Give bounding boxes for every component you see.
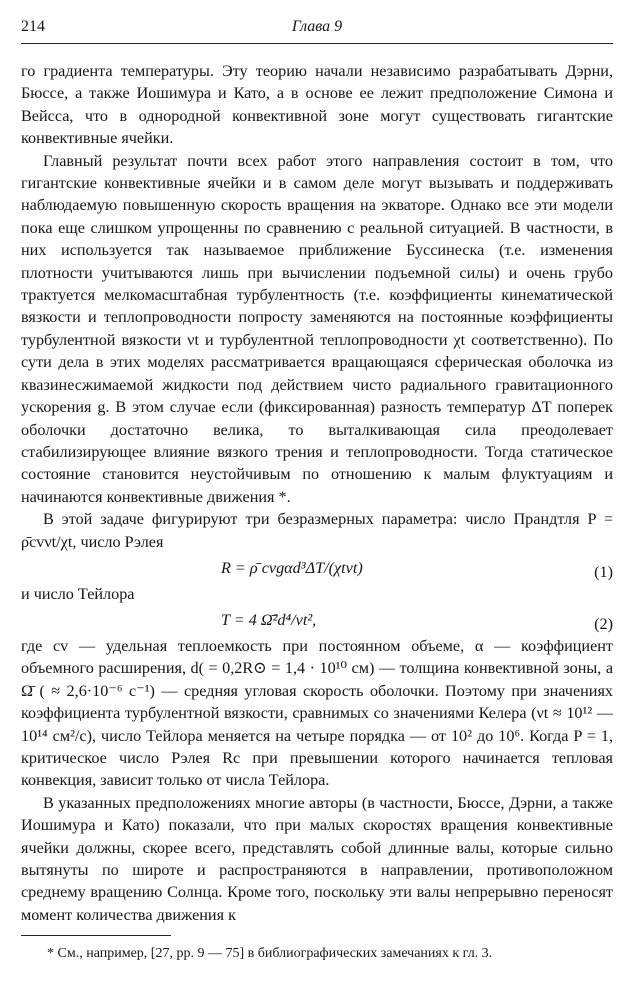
running-header — [21, 18, 613, 38]
main-text — [21, 60, 613, 926]
page-number: 214 — [21, 18, 45, 35]
taylor-label: и число Тейлора — [21, 584, 135, 603]
equation-1-text: R = ρ̄ cvgαd³ΔT/(χtνt) — [221, 558, 363, 577]
paragraph-1: го градиента температуры. Эту теорию начали независимо разрабатывать Дэрни, Бюссе, а также Иошимура и Като, а в основе ее лежит предположение Симона и Вейсса, что в однородной конвективной зоне могут существовать гигантские конвективные ячейки. — [21, 62, 613, 148]
equation-1-number: (1) — [594, 562, 613, 581]
footnote: * См., например, [27, pp. 9 — 75] в библиографических замечаниях к гл. 3. — [47, 946, 493, 961]
equation-2-number: (2) — [594, 614, 613, 633]
paragraph-2: Главный результат почти всех работ этого направления состоит в том, что гигантские конвективные ячейки и в самом деле могут вызывать и поддерживать наблюдаемую повышенную скорость вращения на экваторе. Однако все эти модели пока еще слишком упрощенны по сравнению с реальной ситуацией. В частности, в них используется так называемое приближение Буссинеска (т.е. изменения плотности учитываются лишь при вычислении подъемной силы) и очень грубо трактуется мелкомасштабная турбулентность (т.е. коэффициенты кинематической вязкости и теплопроводности попросту заменяются на постоянные коэффициенты турбулентной вязкости νt и турбулентной теплопроводности χt соответственно). По сути дела в этих моделях рассматривается вращающаяся сферическая оболочка из квазинесжимаемой жидкости под действием чисто радиального гравитационного ускорения g. В этом случае если (фиксированная) разность температур ΔT поперек оболочки достаточно велика, то выталкивающая сила преодолевает стабилизирующее влияние вязкого трения и теплопроводности. Тогда статическое состояние становится неустойчивым по отношению к малым флуктуациям и начинаются конвективные движения *. — [21, 151, 613, 506]
equation-2-text: T = 4 Ω̄²d⁴/νt², — [221, 610, 317, 629]
paragraph-5: В указанных предположениях многие авторы (в частности, Бюссе, Дэрни, а также Иошимура и Като) показали, что при малых скоростях вращения конвективные ячейки должны, скорее всего, представлять собой длинные валы, которые сильно вытянуты по широте и распространяются в направлении, противоположном среднему вращению Солнца. Кроме того, поскольку эти валы непрерывно переносят момент количества движения к — [21, 793, 613, 924]
paragraph-4: где cv — удельная теплоемкость при постоянном объеме, α — коэффициент объемного расширения, d( = 0,2R⊙ = 1,4 · 10¹⁰ см) — толщина конвективной зоны, а Ω̄ ( ≈ 2,6·10⁻⁶ с⁻¹) — средняя угловая скорость оболочки. Поэтому при значениях коэффициента турбулентной вязкости, сравнимых со значениями Келера (νt ≈ 10¹² — 10¹⁴ см²/с), число Тейлора меняется на четыре порядка — от 10² до 10⁶. Когда P = 1, критическое число Рэлея Rc при превышении которого начинается тепловая конвекция, зависит только от числа Тейлора. — [21, 636, 613, 790]
paragraph-3: В этой задаче фигурируют три безразмерных параметра: число Прандтля P = ρ̄cvνt/χt, число Рэлея — [21, 510, 613, 551]
footnote-rule — [21, 935, 171, 936]
equation-taylor — [21, 605, 613, 635]
chapter-title: Глава 9 — [291, 18, 343, 35]
header-rule — [21, 43, 613, 44]
equation-rayleigh — [21, 553, 613, 583]
